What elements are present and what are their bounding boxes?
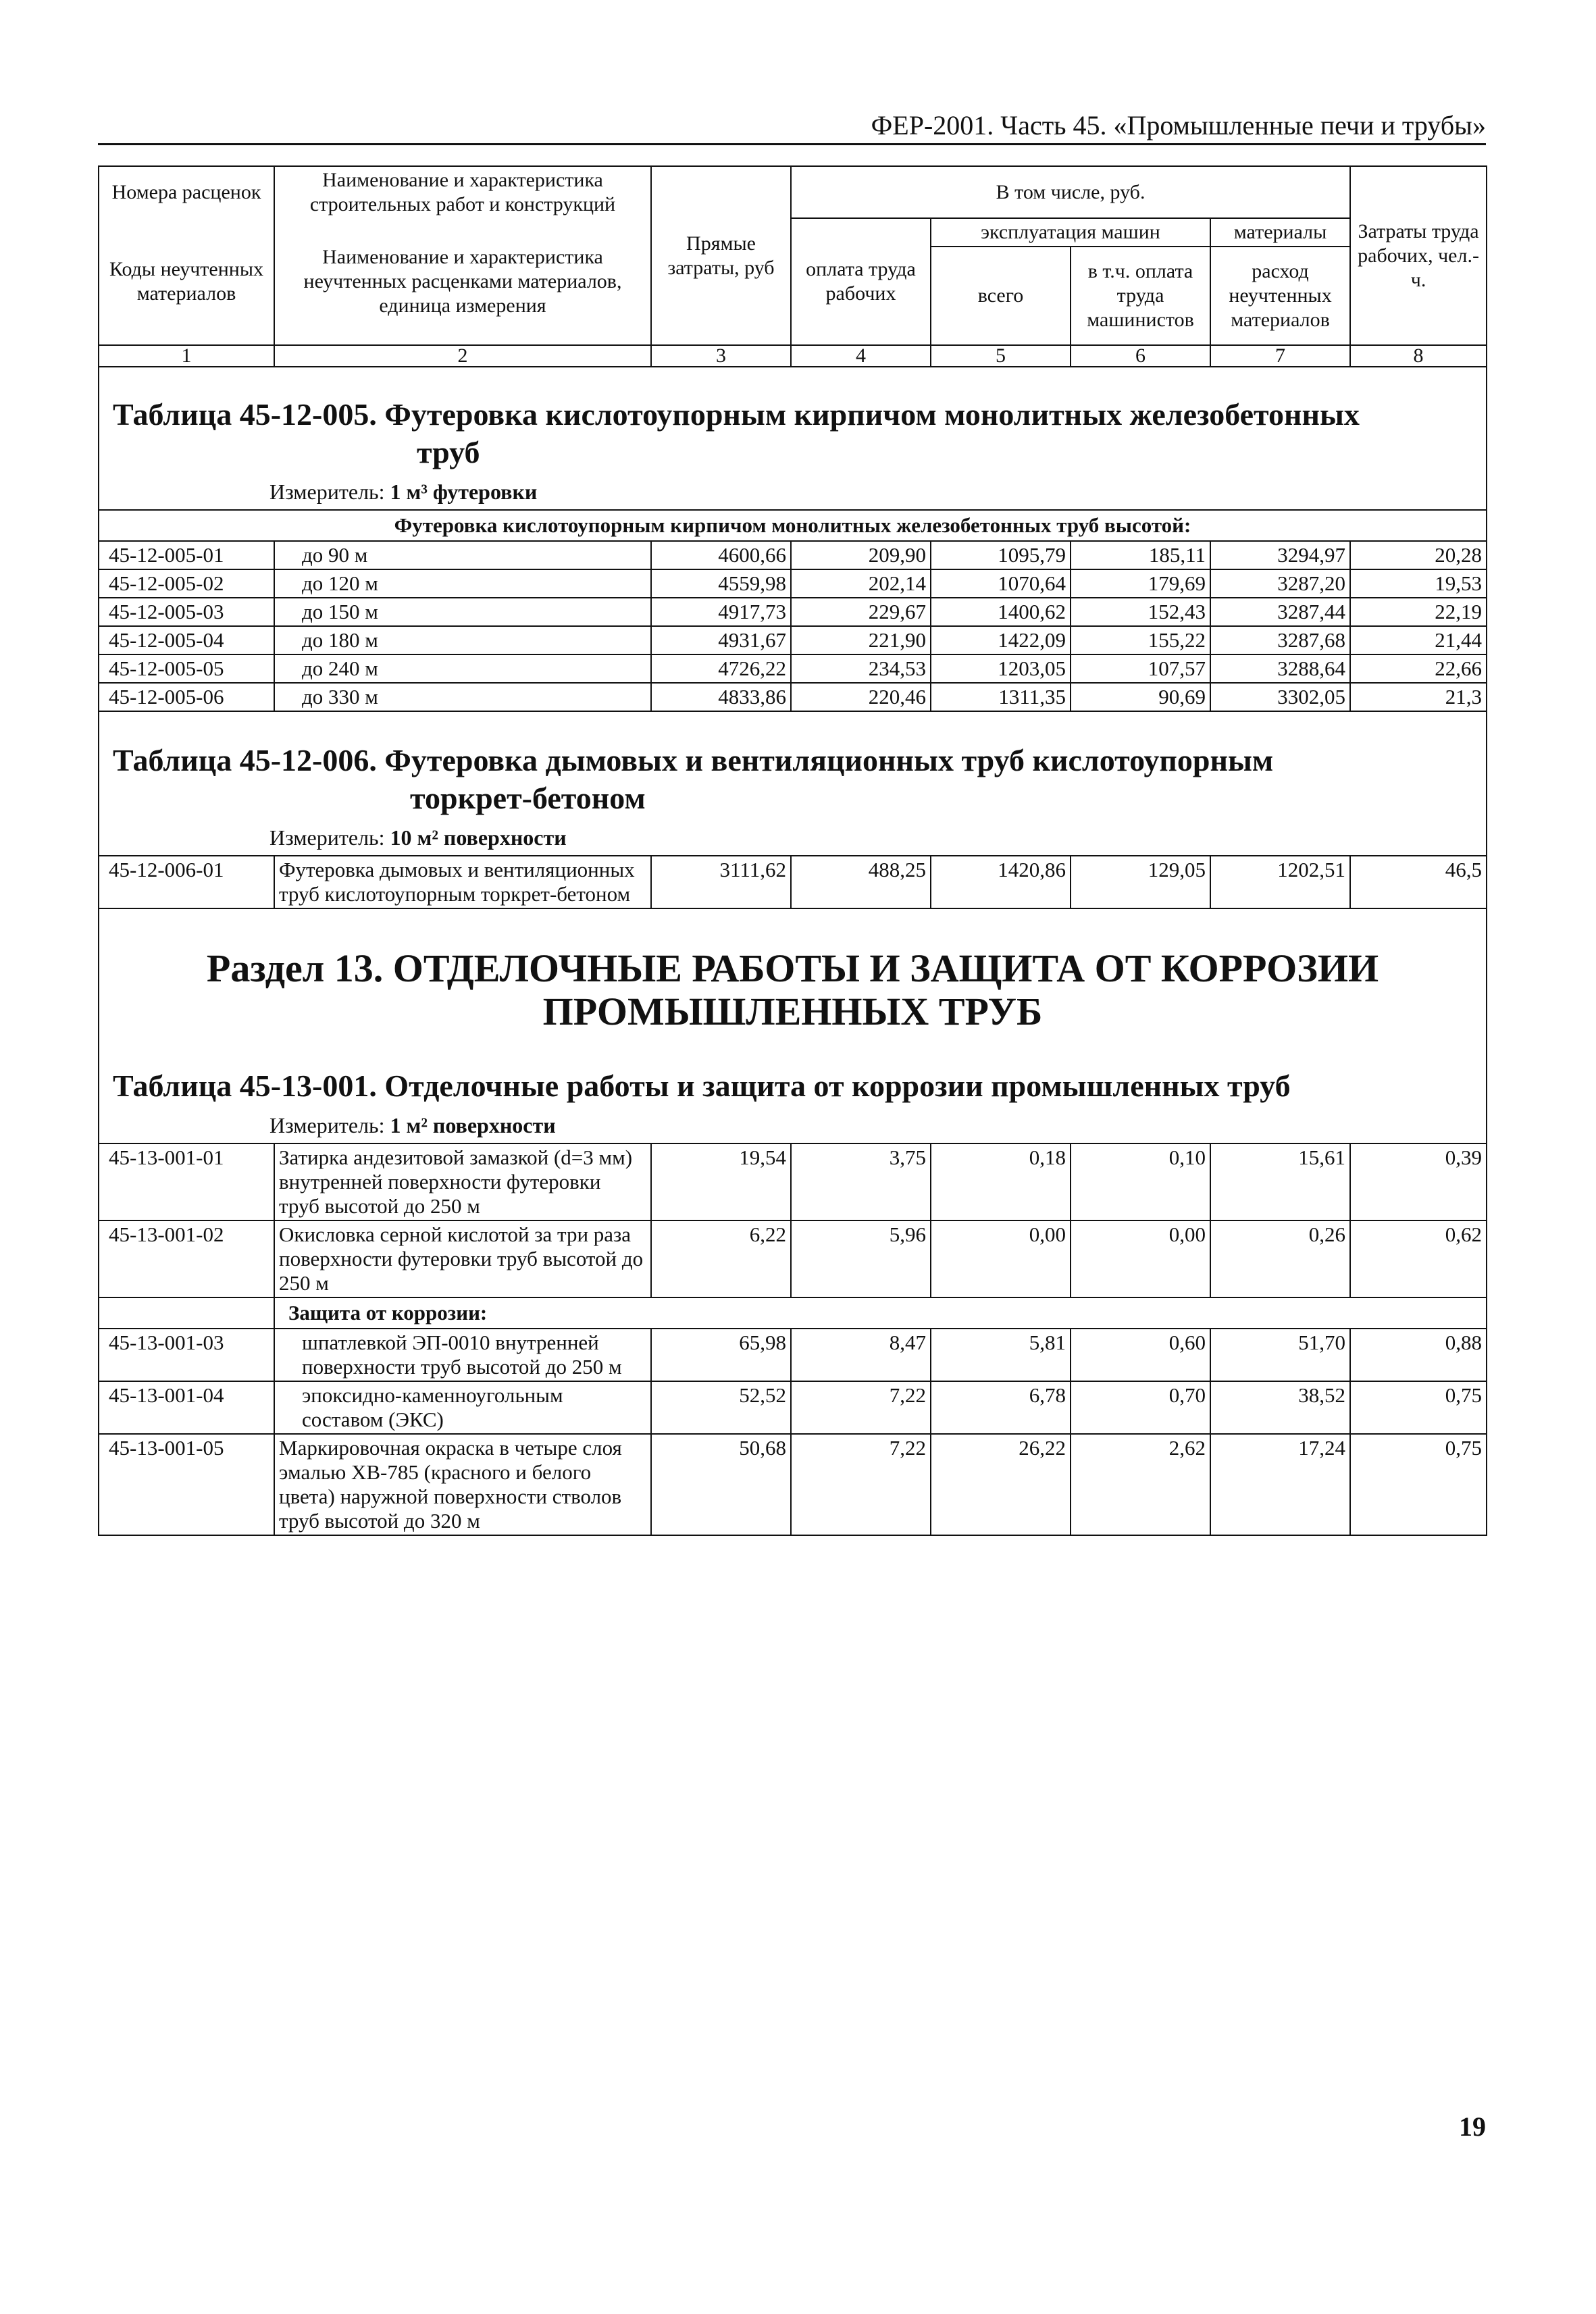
col-number: 7 [1210,345,1350,367]
rate-code-cell: 45-12-005-04 [99,626,274,654]
section-title-line1: Раздел 13. ОТДЕЛОЧНЫЕ РАБОТЫ И ЗАЩИТА ОТ КОРРОЗИИ [206,946,1379,990]
rows-45-13-001-b [99,1329,1487,1535]
col-header-work-name: Наименование и характеристика строительных работ и конструкций [274,166,651,218]
col-header-machines: эксплуатация машин [931,218,1210,247]
table-label: Таблица 45-12-005. [113,397,377,432]
materials-cell: 3287,68 [1210,626,1350,654]
work-name-cell: до 150 м [274,598,651,626]
labor-pay-cell: 8,47 [791,1329,931,1381]
col-header-materials-unaccounted: расход неучтенных материалов [1210,247,1350,345]
machine-operators-cell: 0,10 [1071,1143,1210,1220]
table-row [99,569,1487,598]
machines-total-cell: 1311,35 [931,683,1071,711]
machines-total-cell: 1095,79 [931,541,1071,569]
group-row [99,510,1487,541]
col-number: 2 [274,345,651,367]
col-header-rate-codes: Номера расценок [99,166,274,218]
table-title-45-12-006 [99,711,1487,820]
labor-pay-cell: 234,53 [791,654,931,683]
rate-code-cell: 45-12-006-01 [99,856,274,908]
materials-cell: 51,70 [1210,1329,1350,1381]
machines-total-cell: 0,18 [931,1143,1071,1220]
labor-hours-cell: 0,88 [1350,1329,1487,1381]
materials-cell: 0,26 [1210,1220,1350,1297]
table-title-continuation: труб [417,435,480,469]
work-name-cell: до 180 м [274,626,651,654]
machine-operators-cell: 0,70 [1071,1381,1210,1434]
machines-total-cell: 0,00 [931,1220,1071,1297]
running-header: ФЕР-2001. Часть 45. «Промышленные печи и трубы» [871,110,1486,140]
machine-operators-cell: 185,11 [1071,541,1210,569]
materials-cell: 3287,44 [1210,598,1350,626]
rows-45-12-006 [99,856,1487,908]
measure-value: 1 м² поверхности [390,1113,556,1137]
measure-45-12-006 [99,820,1487,856]
measure-row [99,474,1487,510]
work-name-cell: Затирка андезитовой замазкой (d=3 мм) внутренней поверхности футеровки труб высотой до 250 м [274,1143,651,1220]
table-label: Таблица 45-12-006. [113,743,377,777]
measure-row [99,1108,1487,1143]
col-header-machine-operators: в т.ч. оплата труда машинистов [1071,247,1210,345]
machine-operators-cell: 107,57 [1071,654,1210,683]
work-name-cell: до 330 м [274,683,651,711]
section-heading-row [99,908,1487,1060]
work-name-cell: эпоксидно-каменноугольным составом (ЭКС) [274,1381,651,1434]
table-row [99,1329,1487,1381]
col-header-direct-costs: Прямые затраты, руб [651,166,791,345]
table-row [99,683,1487,711]
labor-hours-cell: 21,44 [1350,626,1487,654]
labor-hours-cell: 46,5 [1350,856,1487,908]
measure-label: Измеритель: [269,1113,390,1137]
table-row [99,1143,1487,1220]
direct-costs-cell: 4917,73 [651,598,791,626]
labor-hours-cell: 21,3 [1350,683,1487,711]
section-title-line2: ПРОМЫШЛЕННЫХ ТРУБ [542,989,1043,1033]
rate-code-cell: 45-13-001-03 [99,1329,274,1381]
direct-costs-cell: 4726,22 [651,654,791,683]
table-row [99,1434,1487,1535]
machine-operators-cell: 129,05 [1071,856,1210,908]
work-name-cell: шпатлевкой ЭП-0010 внутренней поверхности труб высотой до 250 м [274,1329,651,1381]
table-title-row [99,711,1487,820]
col-header-labor-hours: Затраты труда рабочих, чел.-ч. [1350,166,1487,345]
measure-45-12-005 [99,474,1487,510]
machine-operators-cell: 155,22 [1071,626,1210,654]
col-number: 4 [791,345,931,367]
column-number-row [99,345,1487,367]
direct-costs-cell: 50,68 [651,1434,791,1535]
measure-row [99,820,1487,856]
col-header-including: В том числе, руб. [791,166,1350,218]
work-name-cell: Маркировочная окраска в четыре слоя эмалью ХВ-785 (красного и белого цвета) наружной поверхности стволов труб высотой до 320 м [274,1434,651,1535]
col-number: 3 [651,345,791,367]
labor-hours-cell: 0,75 [1350,1434,1487,1535]
labor-hours-cell: 0,62 [1350,1220,1487,1297]
table-title-continuation: торкрет-бетоном [410,781,646,815]
rate-code-cell: 45-12-005-02 [99,569,274,598]
labor-hours-cell: 0,75 [1350,1381,1487,1434]
estimate-table [98,165,1487,1536]
labor-pay-cell: 220,46 [791,683,931,711]
header-rule [98,143,1486,145]
direct-costs-cell: 6,22 [651,1220,791,1297]
materials-cell: 3302,05 [1210,683,1350,711]
labor-hours-cell: 22,66 [1350,654,1487,683]
col-number: 6 [1071,345,1210,367]
labor-pay-cell: 221,90 [791,626,931,654]
rate-code-cell: 45-12-005-05 [99,654,274,683]
column-header-row-2 [99,218,1487,247]
machines-total-cell: 1203,05 [931,654,1071,683]
table-title-row [99,1060,1487,1108]
materials-cell: 3287,20 [1210,569,1350,598]
table-title-text: Футеровка дымовых и вентиляционных труб кислотоупорным [384,743,1274,777]
direct-costs-cell: 4931,67 [651,626,791,654]
rate-code-cell: 45-13-001-02 [99,1220,274,1297]
labor-pay-cell: 7,22 [791,1434,931,1535]
work-name-cell: до 240 м [274,654,651,683]
table-title-45-12-005 [99,367,1487,474]
table-title-row [99,367,1487,474]
materials-cell: 15,61 [1210,1143,1350,1220]
materials-cell: 3294,97 [1210,541,1350,569]
labor-pay-cell: 3,75 [791,1143,931,1220]
materials-cell: 17,24 [1210,1434,1350,1535]
work-name-cell: Окисловка серной кислотой за три раза поверхности футеровки труб высотой до 250 м [274,1220,651,1297]
machines-total-cell: 1070,64 [931,569,1071,598]
table-row [99,626,1487,654]
col-header-material-codes: Коды неучтенных материалов [99,218,274,345]
page-number: 19 [1459,2111,1486,2142]
column-header-row-1 [99,166,1487,218]
machine-operators-cell: 0,60 [1071,1329,1210,1381]
machine-operators-cell: 0,00 [1071,1220,1210,1297]
machines-total-cell: 1422,09 [931,626,1071,654]
measure-label: Измеритель: [269,480,390,504]
col-header-materials: материалы [1210,218,1350,247]
direct-costs-cell: 4833,86 [651,683,791,711]
rate-code-cell: 45-13-001-04 [99,1381,274,1434]
col-header-labor-pay: оплата труда рабочих [791,218,931,345]
direct-costs-cell: 4600,66 [651,541,791,569]
direct-costs-cell: 65,98 [651,1329,791,1381]
col-number: 5 [931,345,1071,367]
table-row [99,1381,1487,1434]
table-row [99,541,1487,569]
machines-total-cell: 1400,62 [931,598,1071,626]
table-title-45-13-001 [99,1060,1487,1108]
rate-code-cell: 45-12-005-03 [99,598,274,626]
labor-pay-cell: 7,22 [791,1381,931,1434]
measure-value: 10 м² поверхности [390,825,567,850]
rows-45-13-001-a [99,1143,1487,1297]
rate-code-cell: 45-12-005-01 [99,541,274,569]
measure-value: 1 м³ футеровки [390,480,538,504]
direct-costs-cell: 19,54 [651,1143,791,1220]
table-row [99,598,1487,626]
col-number: 1 [99,345,274,367]
direct-costs-cell: 3111,62 [651,856,791,908]
machine-operators-cell: 152,43 [1071,598,1210,626]
group-row [99,1297,1487,1329]
table-row [99,1220,1487,1297]
work-name-cell: до 120 м [274,569,651,598]
machines-total-cell: 5,81 [931,1329,1071,1381]
measure-label: Измеритель: [269,825,390,850]
machines-total-cell: 6,78 [931,1381,1071,1434]
machine-operators-cell: 179,69 [1071,569,1210,598]
measure-45-13-001 [99,1108,1487,1143]
labor-pay-cell: 488,25 [791,856,931,908]
materials-cell: 1202,51 [1210,856,1350,908]
labor-pay-cell: 202,14 [791,569,931,598]
labor-hours-cell: 22,19 [1350,598,1487,626]
group-heading: Защита от коррозии: [274,1297,1487,1329]
labor-hours-cell: 19,53 [1350,569,1487,598]
labor-hours-cell: 0,39 [1350,1143,1487,1220]
machines-total-cell: 26,22 [931,1434,1071,1535]
rate-code-cell: 45-13-001-01 [99,1143,274,1220]
labor-pay-cell: 5,96 [791,1220,931,1297]
rate-code-cell: 45-12-005-06 [99,683,274,711]
labor-hours-cell: 20,28 [1350,541,1487,569]
col-header-machines-total: всего [931,247,1071,345]
group-heading: Футеровка кислотоупорным кирпичом монолитных железобетонных труб высотой: [99,510,1487,541]
machines-total-cell: 1420,86 [931,856,1071,908]
direct-costs-cell: 52,52 [651,1381,791,1434]
rate-code-cell: 45-13-001-05 [99,1434,274,1535]
group-spacer-cell [99,1297,274,1329]
direct-costs-cell: 4559,98 [651,569,791,598]
labor-pay-cell: 229,67 [791,598,931,626]
table-row [99,856,1487,908]
table-title-text: Отделочные работы и защита от коррозии промышленных труб [384,1069,1291,1103]
work-name-cell: до 90 м [274,541,651,569]
table-row [99,654,1487,683]
machine-operators-cell: 90,69 [1071,683,1210,711]
table-label: Таблица 45-13-001. [113,1069,377,1103]
labor-pay-cell: 209,90 [791,541,931,569]
col-header-material-name: Наименование и характеристика неучтенных расценками материалов, единица измерения [274,218,651,345]
section-13-heading [99,908,1487,1060]
table-title-text: Футеровка кислотоупорным кирпичом монолитных железобетонных [384,397,1360,432]
materials-cell: 3288,64 [1210,654,1350,683]
machine-operators-cell: 2,62 [1071,1434,1210,1535]
rows-45-12-005 [99,541,1487,711]
materials-cell: 38,52 [1210,1381,1350,1434]
col-number: 8 [1350,345,1487,367]
work-name-cell: Футеровка дымовых и вентиляционных труб кислотоупорным торкрет-бетоном [274,856,651,908]
